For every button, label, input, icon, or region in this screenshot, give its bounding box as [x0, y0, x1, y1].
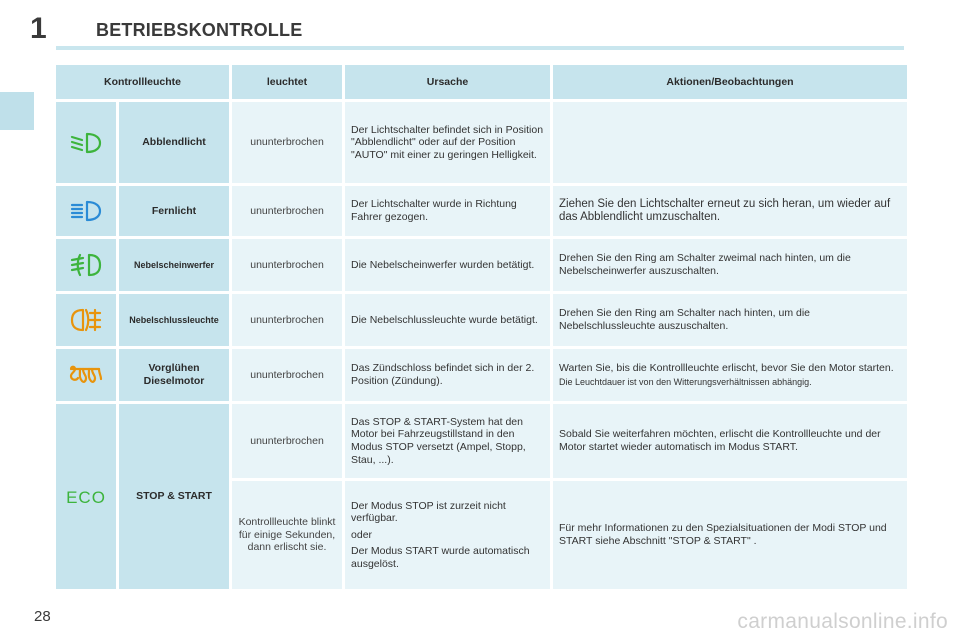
light-name: Nebelschlussleuchte — [119, 294, 229, 346]
light-name: Nebelscheinwerfer — [119, 239, 229, 291]
cause-text: Das STOP & START-System hat den Motor bei Fahrzeugstillstand in den Modus STOP versetzt (Ampel, Stopp, Stau, ...). — [345, 404, 550, 478]
column-header-leuchtet: leuchtet — [232, 65, 342, 99]
lit-mode: ununterbrochen — [232, 239, 342, 291]
action-text-main: Ziehen Sie den Lichtschalter erneut zu sich heran, um wieder auf das Abblendlicht umzuschalten. — [559, 197, 891, 223]
action-text: Für mehr Informationen zu den Spezialsituationen der Modi STOP und START siehe Abschnitt "STOP & START" . — [553, 481, 907, 589]
light-name: STOP & START — [119, 404, 229, 589]
action-text: Sobald Sie weiterfahren möchten, erlischt die Kontrollleuchte und der Motor startet wieder automatisch im Modus START. — [553, 404, 907, 478]
table-row — [56, 186, 907, 236]
action-text — [553, 102, 907, 183]
cause-text-or: oder — [351, 528, 373, 541]
chapter-side-tab — [0, 92, 34, 130]
cause-text: Der Lichtschalter wurde in Richtung Fahrer gezogen. — [345, 186, 550, 236]
light-name: Abblendlicht — [119, 102, 229, 183]
lit-mode: ununterbrochen — [232, 349, 342, 401]
action-note: Die Leuchtdauer ist von den Witterungsverhältnissen abhängig. — [559, 377, 812, 388]
low-beam-icon — [56, 102, 116, 183]
warning-lights-table — [53, 62, 910, 592]
table-row — [56, 239, 907, 291]
action-text — [553, 186, 907, 236]
table-row — [56, 102, 907, 183]
high-beam-icon — [56, 186, 116, 236]
page-number: 28 — [34, 608, 51, 625]
cause-text: Die Nebelschlussleuchte wurde betätigt. — [345, 294, 550, 346]
eco-icon — [56, 404, 116, 589]
cause-text: Die Nebelscheinwerfer wurden betätigt. — [345, 239, 550, 291]
column-header-kontrollleuchte: Kontrollleuchte — [56, 65, 229, 99]
chapter-number: 1 — [30, 12, 47, 45]
action-text-main: Warten Sie, bis die Kontrollleuchte erlischt, bevor Sie den Motor starten. — [559, 361, 894, 374]
lit-mode: ununterbrochen — [232, 186, 342, 236]
lit-mode: Kontrollleuchte blinkt für einige Sekunden, dann erlischt sie. — [232, 481, 342, 589]
action-text: Drehen Sie den Ring am Schalter zweimal nach hinten, um die Nebelscheinwerfer auszuschalten. — [553, 239, 907, 291]
page-title: BETRIEBSKONTROLLE — [96, 20, 303, 40]
watermark: carmanualsonline.info — [737, 610, 948, 633]
action-text: Drehen Sie den Ring am Schalter nach hinten, um die Nebelschlussleuchte auszuschalten. — [553, 294, 907, 346]
cause-text-2: Der Modus START wurde automatisch ausgelöst. — [351, 545, 530, 570]
eco-icon-label: ECO — [66, 487, 106, 507]
cause-text: Der Lichtschalter befindet sich in Position "Abblendlicht" oder auf der Position "AUTO" mit einer zu geringen Helligkeit. — [345, 102, 550, 183]
title-rule — [56, 46, 904, 50]
rear-fog-icon — [56, 294, 116, 346]
column-header-aktionen: Aktionen/Beobachtungen — [553, 65, 907, 99]
table-row — [56, 294, 907, 346]
glow-plug-icon — [56, 349, 116, 401]
light-name: Fernlicht — [119, 186, 229, 236]
lit-mode: ununterbrochen — [232, 404, 342, 478]
cause-text — [345, 481, 550, 589]
table-row — [56, 404, 907, 478]
cause-text-1: Der Modus STOP ist zurzeit nicht verfügbar. — [351, 499, 506, 525]
table-row — [56, 349, 907, 401]
action-text — [553, 349, 907, 401]
light-name: Vorglühen Dieselmotor — [119, 349, 229, 401]
lit-mode: ununterbrochen — [232, 102, 342, 183]
cause-text: Das Zündschloss befindet sich in der 2. Position (Zündung). — [345, 349, 550, 401]
front-fog-icon — [56, 239, 116, 291]
lit-mode: ununterbrochen — [232, 294, 342, 346]
table-header-row — [56, 65, 907, 99]
column-header-ursache: Ursache — [345, 65, 550, 99]
